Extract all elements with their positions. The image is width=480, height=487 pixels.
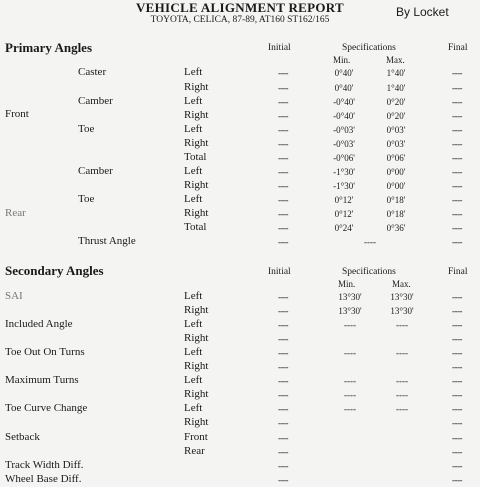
spec-min-value: ---- xyxy=(344,390,356,400)
spec-min-value: ---- xyxy=(364,237,376,247)
side-label: Right xyxy=(184,304,209,316)
angle-label: Thrust Angle xyxy=(78,235,136,247)
spec-max-value: ---- xyxy=(396,390,408,400)
side-label: Left xyxy=(184,123,203,135)
spec-min-value: 0°12' xyxy=(334,195,354,205)
spec-max-value: 0°00' xyxy=(386,181,406,191)
final-value: ---- xyxy=(452,433,462,443)
final-value: ---- xyxy=(452,320,462,330)
initial-value: ---- xyxy=(278,195,288,205)
angle-label: SAI xyxy=(5,290,23,302)
side-label: Total xyxy=(184,221,207,233)
initial-value: ---- xyxy=(278,223,288,233)
final-value: ---- xyxy=(452,390,462,400)
final-value: ---- xyxy=(452,404,462,414)
final-value: ---- xyxy=(452,223,462,233)
secondary-col-specifications: Specifications xyxy=(342,267,396,277)
spec-min-value: -1°30' xyxy=(333,181,355,191)
side-label: Right xyxy=(184,81,209,93)
initial-value: ---- xyxy=(278,209,288,219)
side-label: Left xyxy=(184,402,203,414)
final-value: ---- xyxy=(452,447,462,457)
spec-min-value: 13°30' xyxy=(338,292,362,302)
side-label: Front xyxy=(184,431,208,443)
initial-value: ---- xyxy=(278,475,288,485)
side-label: Left xyxy=(184,66,203,78)
final-value: ---- xyxy=(452,306,462,316)
primary-col-min: Min. xyxy=(333,55,351,65)
spec-max-value: 13°30' xyxy=(390,306,414,316)
final-value: ---- xyxy=(452,461,462,471)
spec-min-value: ---- xyxy=(344,404,356,414)
primary-col-initial: Initial xyxy=(268,43,291,53)
group-front: Front xyxy=(5,108,29,120)
secondary-col-max: Max. xyxy=(392,279,411,289)
angle-label: Toe Out On Turns xyxy=(5,346,85,358)
angle-label: Toe Curve Change xyxy=(5,402,88,414)
angle-label: Wheel Base Diff. xyxy=(5,473,82,485)
spec-max-value: 0°03' xyxy=(386,125,406,135)
final-value: ---- xyxy=(452,111,462,121)
initial-value: ---- xyxy=(278,83,288,93)
final-value: ---- xyxy=(452,334,462,344)
final-value: ---- xyxy=(452,83,462,93)
final-value: ---- xyxy=(452,475,462,485)
side-label: Right xyxy=(184,416,209,428)
final-value: ---- xyxy=(452,348,462,358)
spec-max-value: 1°40' xyxy=(386,83,406,93)
primary-col-final: Final xyxy=(448,43,468,53)
spec-min-value: 0°12' xyxy=(334,209,354,219)
spec-min-value: -0°40' xyxy=(333,97,355,107)
initial-value: ---- xyxy=(278,320,288,330)
secondary-col-min: Min. xyxy=(338,279,356,289)
initial-value: ---- xyxy=(278,167,288,177)
spec-max-value: 0°36' xyxy=(386,223,406,233)
angle-label: Setback xyxy=(5,431,40,443)
spec-min-value: 13°30' xyxy=(338,306,362,316)
side-label: Left xyxy=(184,165,203,177)
side-label: Left xyxy=(184,346,203,358)
final-value: ---- xyxy=(452,292,462,302)
final-value: ---- xyxy=(452,418,462,428)
group-rear: Rear xyxy=(5,207,26,219)
primary-col-specifications: Specifications xyxy=(342,43,396,53)
side-label: Left xyxy=(184,193,203,205)
initial-value: ---- xyxy=(278,153,288,163)
spec-max-value: 13°30' xyxy=(390,292,414,302)
final-value: ---- xyxy=(452,362,462,372)
angle-label: Track Width Diff. xyxy=(5,459,84,471)
spec-min-value: 0°24' xyxy=(334,223,354,233)
side-label: Right xyxy=(184,332,209,344)
final-value: ---- xyxy=(452,139,462,149)
primary-col-max: Max. xyxy=(386,55,405,65)
initial-value: ---- xyxy=(278,362,288,372)
side-label: Right xyxy=(184,137,209,149)
spec-min-value: -0°40' xyxy=(333,111,355,121)
initial-value: ---- xyxy=(278,306,288,316)
spec-min-value: ---- xyxy=(344,348,356,358)
spec-min-value: -0°03' xyxy=(333,139,355,149)
angle-label: Caster xyxy=(78,66,107,78)
spec-min-value: -1°30' xyxy=(333,167,355,177)
byline: By Locket xyxy=(396,5,449,19)
initial-value: ---- xyxy=(278,181,288,191)
final-value: ---- xyxy=(452,125,462,135)
initial-value: ---- xyxy=(278,348,288,358)
spec-max-value: 1°40' xyxy=(386,68,406,78)
angle-label: Toe xyxy=(78,123,95,135)
final-value: ---- xyxy=(452,209,462,219)
spec-max-value: 0°00' xyxy=(386,167,406,177)
side-label: Rear xyxy=(184,445,205,457)
side-label: Left xyxy=(184,95,203,107)
side-label: Right xyxy=(184,109,209,121)
initial-value: ---- xyxy=(278,68,288,78)
initial-value: ---- xyxy=(278,139,288,149)
initial-value: ---- xyxy=(278,390,288,400)
side-label: Right xyxy=(184,207,209,219)
spec-max-value: 0°20' xyxy=(386,97,406,107)
side-label: Right xyxy=(184,179,209,191)
spec-max-value: 0°18' xyxy=(386,195,406,205)
spec-max-value: ---- xyxy=(396,348,408,358)
final-value: ---- xyxy=(452,376,462,386)
final-value: ---- xyxy=(452,167,462,177)
secondary-col-final: Final xyxy=(448,267,468,277)
spec-min-value: ---- xyxy=(344,376,356,386)
initial-value: ---- xyxy=(278,237,288,247)
initial-value: ---- xyxy=(278,433,288,443)
spec-min-value: 0°40' xyxy=(334,83,354,93)
initial-value: ---- xyxy=(278,111,288,121)
initial-value: ---- xyxy=(278,376,288,386)
initial-value: ---- xyxy=(278,292,288,302)
primary-angles-heading: Primary Angles xyxy=(5,40,93,55)
initial-value: ---- xyxy=(278,334,288,344)
spec-max-value: ---- xyxy=(396,404,408,414)
side-label: Right xyxy=(184,360,209,372)
final-value: ---- xyxy=(452,237,462,247)
vehicle-subtitle: TOYOTA, CELICA, 87-89, AT160 ST162/165 xyxy=(150,15,330,25)
final-value: ---- xyxy=(452,97,462,107)
initial-value: ---- xyxy=(278,461,288,471)
side-label: Left xyxy=(184,290,203,302)
final-value: ---- xyxy=(452,153,462,163)
secondary-angles-heading: Secondary Angles xyxy=(5,263,104,278)
spec-max-value: 0°03' xyxy=(386,139,406,149)
side-label: Left xyxy=(184,374,203,386)
spec-max-value: 0°18' xyxy=(386,209,406,219)
initial-value: ---- xyxy=(278,125,288,135)
angle-label: Toe xyxy=(78,193,95,205)
final-value: ---- xyxy=(452,181,462,191)
spec-min-value: -0°03' xyxy=(333,125,355,135)
spec-min-value: ---- xyxy=(344,320,356,330)
angle-label: Camber xyxy=(78,165,113,177)
side-label: Total xyxy=(184,151,207,163)
spec-min-value: -0°06' xyxy=(333,153,355,163)
spec-max-value: ---- xyxy=(396,376,408,386)
initial-value: ---- xyxy=(278,418,288,428)
secondary-col-initial: Initial xyxy=(268,267,291,277)
spec-max-value: ---- xyxy=(396,320,408,330)
side-label: Right xyxy=(184,388,209,400)
final-value: ---- xyxy=(452,195,462,205)
final-value: ---- xyxy=(452,68,462,78)
initial-value: ---- xyxy=(278,404,288,414)
spec-max-value: 0°20' xyxy=(386,111,406,121)
side-label: Left xyxy=(184,318,203,330)
angle-label: Included Angle xyxy=(5,318,73,330)
spec-max-value: 0°06' xyxy=(386,153,406,163)
report-title: VEHICLE ALIGNMENT REPORT xyxy=(135,0,345,15)
angle-label: Camber xyxy=(78,95,113,107)
spec-min-value: 0°40' xyxy=(334,68,354,78)
initial-value: ---- xyxy=(278,97,288,107)
angle-label: Maximum Turns xyxy=(5,374,79,386)
initial-value: ---- xyxy=(278,447,288,457)
